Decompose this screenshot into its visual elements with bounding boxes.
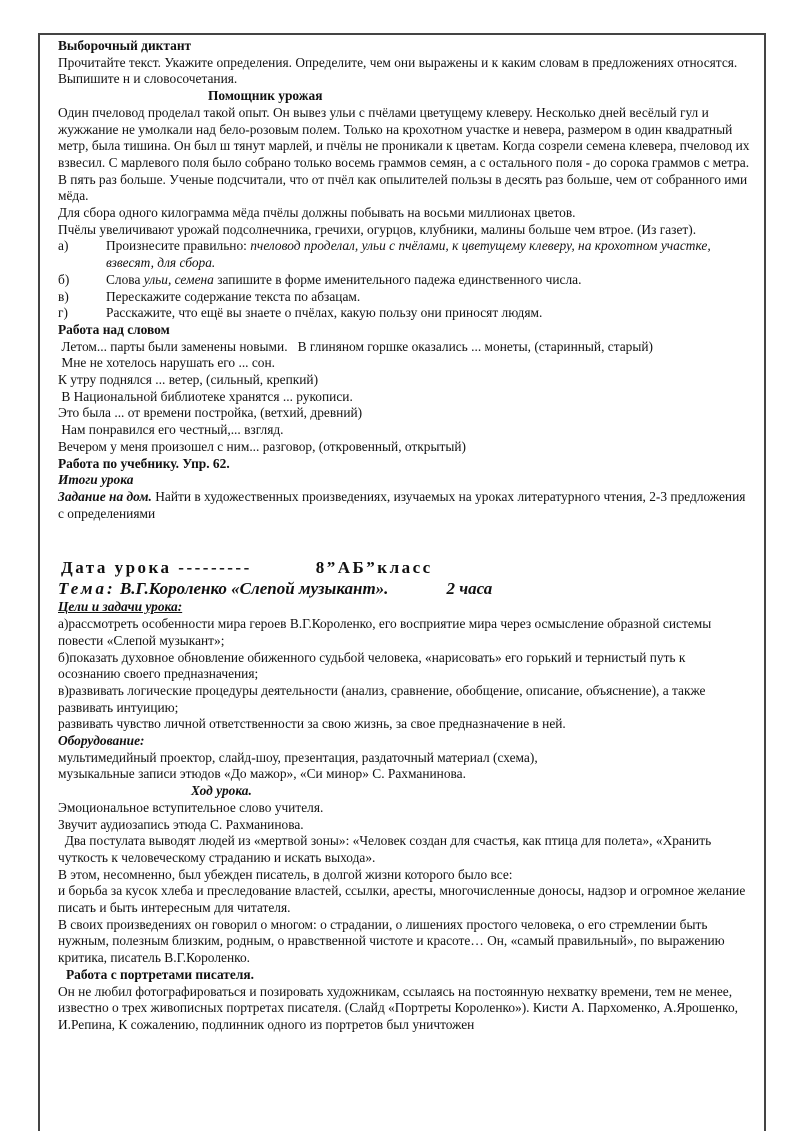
homework-label: Задание на дом. [58, 488, 152, 504]
word-work-line: Нам понравился его честный,... взгляд. [58, 422, 284, 438]
course-line: В этом, несомненно, был убежден писатель, в долгой жизни которого было все: [58, 866, 513, 882]
homework-text: Найти в художественных произведениях, изучаемых на уроках литературного чтения, 2-3 предложения с определениями [58, 488, 746, 521]
goal-item: б)показать духовное обновление обиженного судьбой человека, «нарисовать» его горький и тернистый путь к осознанию своего предназначения; [58, 649, 686, 682]
task-italic: пчеловод проделал, ульи с пчёлами, к цветущему клеверу, на крохотном участке, взвесят, для сбора. [106, 238, 711, 271]
word-work-line: Летом... парты были заменены новыми. В глиняном горшке оказались ... монеты, (старинный, старый) [58, 338, 653, 354]
task-marker: б) [58, 271, 70, 287]
portraits-title: Работа с портретами писателя. [66, 966, 254, 982]
word-work-line: Мне не хотелось нарушать его ... сон. [58, 355, 276, 371]
document-body [58, 38, 750, 1034]
task-text: Произнесите правильно: [106, 238, 251, 254]
summary-title: Итоги урока [58, 472, 134, 488]
word-work-line: Это была ... от времени постройка, (ветхий, древний) [58, 405, 363, 421]
task-item [58, 272, 750, 289]
goal-item: а)рассмотреть особенности мира героев В.Г.Короленко, его восприятие мира через осмысление образной системы повести «Слепой музыкант»; [58, 616, 712, 648]
lesson-header [58, 557, 750, 578]
lesson-topic [58, 578, 750, 599]
task-item [58, 238, 750, 271]
task-item [58, 305, 750, 322]
text-title: Помощник урожая [208, 88, 323, 104]
course-line: В своих произведениях он говорил о многом: о страдании, о лишениях простого человека, о его стремлении быть нужным, полезным близким, родным, о нравственной чистоте и красоте… Он, «самый правильный», по выражению критика, писатель В.Г.Короленко. [58, 916, 725, 966]
task-marker: а) [58, 238, 69, 254]
course-line: и борьба за кусок хлеба и преследование властей, ссылки, аресты, многочисленные доносы, надзор и огромное желание писать и быть интересным для читателя. [58, 883, 746, 916]
task-item [58, 289, 750, 306]
textbook-work: Работа по учебнику. Упр. 62. [58, 455, 230, 471]
course-line: Эмоциональное вступительное слово учителя. [58, 799, 324, 815]
course-line: Два постулата выводят людей из «мертвой зоны»: «Человек создан для счастья, как птица для полета», «Хранить чуткость к человеческому страданию и искать выхода». [58, 833, 715, 865]
topic-text: В.Г.Короленко «Слепой музыкант». [115, 579, 389, 599]
task-text: Перескажите содержание текста по абзацам. [106, 288, 361, 304]
task-text: Расскажите, что ещё вы знаете о пчёлах, какую пользу они приносят людям. [106, 305, 543, 321]
text-paragraph: Пчёлы увеличивают урожай подсолнечника, гречихи, огурцов, клубники, малины больше чем втрое. (Из газет). [58, 221, 697, 237]
equipment-item: мультимедийный проектор, слайд-шоу, презентация, раздаточный материал (схема), [58, 749, 538, 765]
word-work-line: Вечером у меня произошел с ним... разговор, (откровенный, открытый) [58, 438, 466, 454]
goal-item: развивать чувство личной ответственности за свою жизнь, за свое предназначение в ней. [58, 716, 566, 732]
task-marker: г) [58, 305, 68, 321]
equipment-item: музыкальные записи этюдов «До мажор», «Си минор» С. Рахманинова. [58, 766, 466, 782]
course-title: Ход урока. [191, 783, 252, 799]
task-marker: в) [58, 288, 69, 304]
text-paragraph: Один пчеловод проделал такой опыт. Он вывез ульи с пчёлами цветущему клеверу. Несколько дней весёлый гул и жужжание не умолкали над бело-розовым полем. Только на крохотном участке и невера, размером в один квадратный метр, была тишина. Он был ш тянут марлей, и пчёлы не проникали к цветам. Когда созрели семена клевера, пчеловод их взвесил. С марлевого поля было собрано только восемь граммов семян, а с остального поля - до сорока граммов с метра. В пять раз больше. Ученые подсчитали, что от пчёл как опылителей пользы в десять раз больше, чем от собранного ими мёда. [58, 104, 750, 204]
goals-title: Цели и задачи урока: [58, 599, 183, 615]
word-work-title: Работа над словом [58, 321, 170, 337]
course-line: Звучит аудиозапись этюда С. Рахманинова. [58, 816, 304, 832]
lesson-date: Дата урока --------- [61, 558, 252, 578]
portraits-text: Он не любил фотографироваться и позировать художникам, ссылаясь на постоянную нехватку времени, тем не менее, известно о трех живописных портретах писателя. (Слайд «Портреты Короленко»). Кисти А. Пархоменко, А.Ярошенко, И.Репина, К сожалению, подлинник одного из портретов был уничтожен [58, 983, 739, 1032]
dictation-instructions: Прочитайте текст. Укажите определения. Определите, чем они выражены и к каким словам в предложениях относятся. Выпишите н и словосочетания. [58, 54, 738, 87]
task-text: Слова [106, 271, 144, 287]
topic-label: Тема: [58, 579, 116, 599]
lesson-class: 8”АБ”класс [315, 558, 433, 578]
word-work-line: К утру поднялся ... ветер, (сильный, крепкий) [58, 372, 319, 388]
topic-hours: 2 часа [446, 579, 493, 599]
equipment-title: Оборудование: [58, 733, 145, 749]
goal-item: в)развивать логические процедуры деятельности (анализ, сравнение, обобщение, описание, объяснение), а также развивать интуицию; [58, 682, 706, 715]
task-suffix: запишите в форме именительного падежа единственного числа. [213, 271, 582, 287]
text-paragraph: Для сбора одного килограмма мёда пчёлы должны побывать на восьми миллионах цветов. [58, 205, 576, 221]
homework [58, 489, 750, 522]
dictation-title: Выборочный диктант [58, 38, 192, 53]
word-work-line: В Национальной библиотеке хранятся ... рукописи. [58, 388, 353, 404]
task-italic: ульи, семена [143, 271, 214, 287]
